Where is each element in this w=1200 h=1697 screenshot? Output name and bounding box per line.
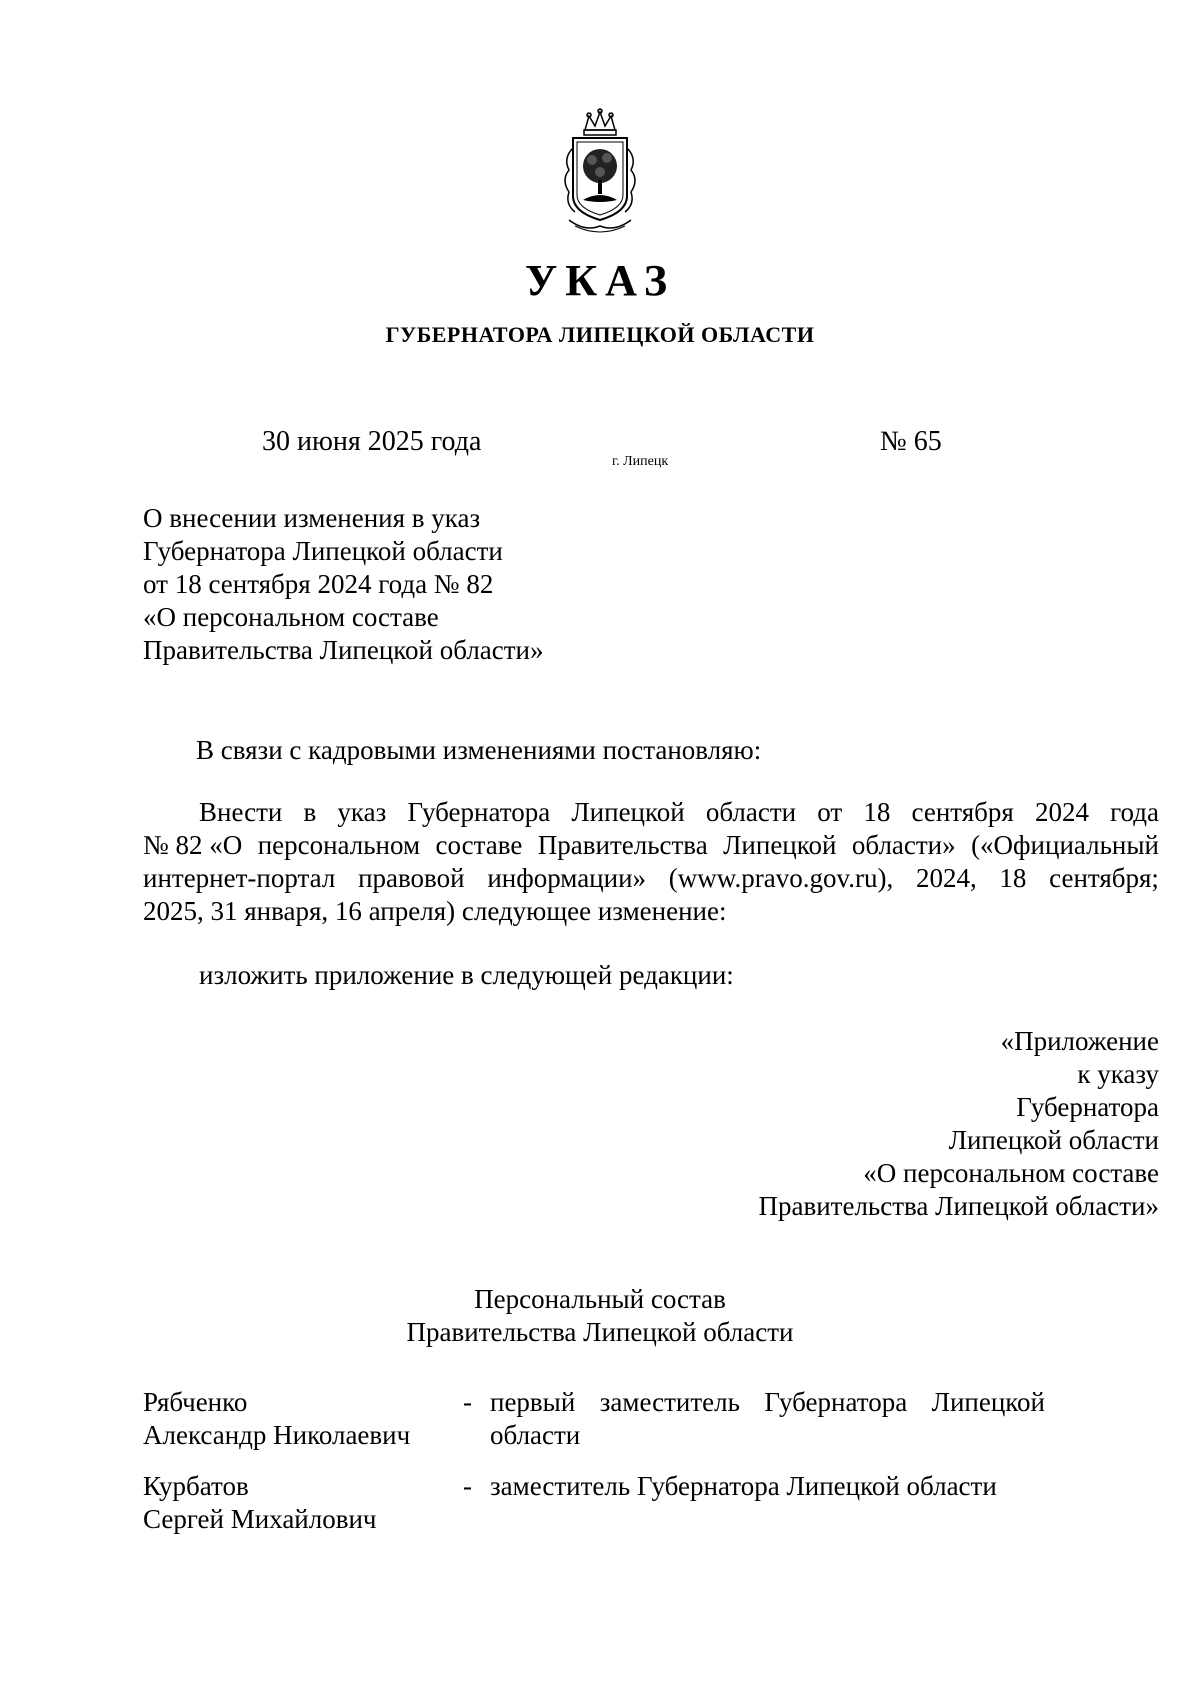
member-dash: - <box>463 1471 472 1501</box>
word: персональном <box>257 830 421 860</box>
word: Внести <box>199 797 283 827</box>
word: информации» <box>487 863 647 893</box>
member-name <box>143 1386 410 1452</box>
appendix-header <box>758 1025 1159 1223</box>
document-city: г. Липецк <box>612 454 669 469</box>
word: от <box>817 797 843 827</box>
subject-line: от 18 сентября 2024 года № 82 <box>143 569 494 599</box>
paragraph-amendment <box>143 796 1159 928</box>
document-title: УКАЗ <box>524 256 676 305</box>
word: 2024 <box>1034 797 1089 827</box>
paragraph-instruction: изложить приложение в следующей редакции: <box>199 960 734 990</box>
paragraph-line <box>143 862 1159 895</box>
appendix-line: к указу <box>1077 1059 1159 1089</box>
word: составе <box>435 830 523 860</box>
word: Губернатора <box>764 1387 908 1417</box>
word: («Официальный <box>971 830 1159 860</box>
appendix-line: «Приложение <box>1000 1026 1159 1056</box>
composition-title <box>0 1283 1200 1349</box>
word: первый <box>490 1387 576 1417</box>
word: интернет-портал <box>143 863 336 893</box>
member-role <box>490 1470 1045 1503</box>
word: области <box>705 797 797 827</box>
composition-title-line: Персональный состав <box>474 1284 726 1314</box>
role-line <box>490 1419 1045 1452</box>
word: сентября; <box>1049 863 1159 893</box>
member-dash: - <box>463 1387 472 1417</box>
member-surname: Рябченко <box>143 1387 248 1417</box>
appendix-line: Правительства Липецкой области» <box>758 1191 1159 1221</box>
word: Липецкой <box>723 830 837 860</box>
member-entry <box>143 1470 1063 1540</box>
decree-subject <box>143 502 703 667</box>
word: (www.pravo.gov.ru), <box>668 863 894 893</box>
paragraph-line <box>143 796 1159 829</box>
paragraph-preamble: В связи с кадровыми изменениями постановляю: <box>196 735 762 765</box>
member-given-name: Сергей Михайлович <box>143 1504 377 1534</box>
word: Правительства <box>537 830 708 860</box>
member-role <box>490 1386 1045 1452</box>
member-name <box>143 1470 377 1536</box>
subject-line: «О персональном составе <box>143 602 439 632</box>
word: 2025, 31 января, 16 апреля) следующее изменение: <box>143 896 727 926</box>
composition-title-line: Правительства Липецкой области <box>406 1317 794 1347</box>
paragraph-line <box>143 895 1159 928</box>
word: указ <box>337 797 387 827</box>
member-given-name: Александр Николаевич <box>143 1420 411 1450</box>
word: сентября <box>911 797 1014 827</box>
word: области <box>490 1420 581 1450</box>
word: Губернатора <box>407 797 551 827</box>
appendix-line: Липецкой области <box>948 1125 1159 1155</box>
member-surname: Курбатов <box>143 1471 249 1501</box>
document-number: № 65 <box>880 426 942 457</box>
word: года <box>1110 797 1159 827</box>
word: 18 <box>863 797 891 827</box>
subject-line: Губернатора Липецкой области <box>143 536 503 566</box>
appendix-line: Губернатора <box>1016 1092 1159 1122</box>
role-line <box>490 1386 1045 1419</box>
word: 2024, <box>915 863 977 893</box>
word: № 82 «О <box>143 830 243 860</box>
member-entry <box>143 1386 1063 1456</box>
subject-line: О внесении изменения в указ <box>143 503 481 533</box>
word: заместитель <box>599 1387 740 1417</box>
word: области» <box>851 830 956 860</box>
document-date: 30 июня 2025 года <box>262 426 482 457</box>
word: Липецкой <box>931 1387 1045 1417</box>
word: в <box>303 797 317 827</box>
word: 18 <box>999 863 1027 893</box>
word: заместитель Губернатора Липецкой области <box>490 1471 997 1501</box>
coat-of-arms-icon <box>555 108 645 238</box>
word: правовой <box>358 863 465 893</box>
appendix-line: «О персональном составе <box>863 1158 1159 1188</box>
paragraph-line <box>143 829 1159 862</box>
word: Липецкой <box>571 797 685 827</box>
subject-line: Правительства Липецкой области» <box>143 635 544 665</box>
role-line <box>490 1470 1045 1503</box>
document-subtitle: ГУБЕРНАТОРА ЛИПЕЦКОЙ ОБЛАСТИ <box>385 322 815 347</box>
